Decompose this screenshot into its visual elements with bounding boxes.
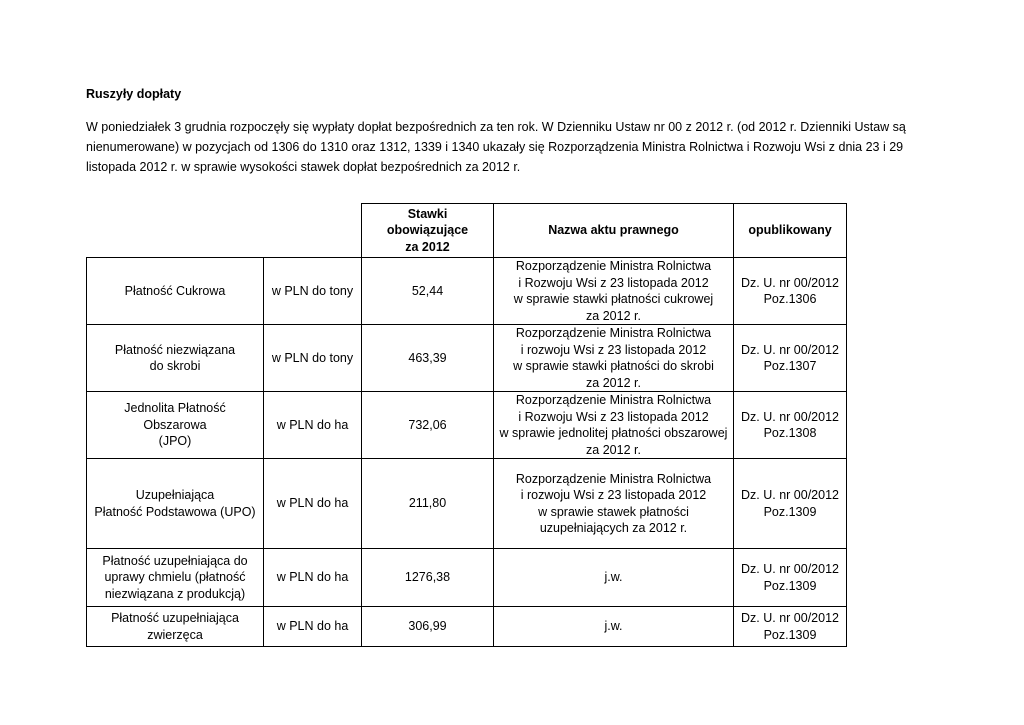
legal-act-cell-line: Rozporządzenie Ministra Rolnictwa <box>515 471 712 486</box>
published-cell-line: Poz.1308 <box>763 426 817 440</box>
published-cell-line: Dz. U. nr 00/2012 <box>741 488 839 502</box>
legal-act-cell <box>494 392 734 459</box>
payment-rates-table <box>86 203 847 647</box>
legal-act-cell-line: j.w. <box>604 619 623 634</box>
legal-act-cell-line: w sprawie stawki płatności cukrowej <box>513 292 714 306</box>
payment-name-cell <box>87 459 264 549</box>
payment-name-cell-line: Płatność Cukrowa <box>124 283 226 298</box>
header-rate <box>362 204 494 258</box>
legal-act-cell-line: w sprawie jednolitej płatności obszarowej <box>499 426 728 440</box>
published-cell-line: Dz. U. nr 00/2012 <box>741 342 839 357</box>
published-cell-line: Poz.1309 <box>763 504 817 519</box>
unit-cell: w PLN do tony <box>264 258 362 325</box>
published-cell-line: Dz. U. nr 00/2012 <box>741 409 839 424</box>
published-cell-line: Poz.1307 <box>763 359 817 373</box>
legal-act-cell <box>494 607 734 647</box>
payment-name-cell-line: (JPO) <box>158 434 192 449</box>
unit-cell: w PLN do ha <box>264 392 362 459</box>
rate-cell: 732,06 <box>362 392 494 459</box>
published-cell-line: Poz.1306 <box>763 292 817 306</box>
header-rate-line: Stawki obowiązujące <box>386 206 469 238</box>
legal-act-cell-line: za 2012 r. <box>586 442 641 457</box>
table-row <box>87 549 847 607</box>
payment-name-cell <box>87 549 264 607</box>
payment-name-cell <box>87 392 264 459</box>
header-act: Nazwa aktu prawnego <box>494 204 734 258</box>
published-cell-line: Dz. U. nr 00/2012 <box>741 562 839 576</box>
payment-name-cell-line: niezwiązana z produkcją) <box>104 586 246 601</box>
legal-act-cell-line: i rozwoju Wsi z 23 listopada 2012 <box>520 342 707 357</box>
table-row <box>87 392 847 459</box>
payment-name-cell <box>87 258 264 325</box>
unit-cell: w PLN do ha <box>264 549 362 607</box>
legal-act-cell-line: w sprawie stawki płatności do skrobi <box>513 359 714 373</box>
legal-act-cell-line: i rozwoju Wsi z 23 listopada 2012 <box>520 488 707 502</box>
published-cell-line: Dz. U. nr 00/2012 <box>741 611 839 625</box>
unit-cell: w PLN do tony <box>264 325 362 392</box>
legal-act-cell <box>494 459 734 549</box>
payment-name-cell-line: zwierzęca <box>147 627 203 642</box>
legal-act-cell <box>494 258 734 325</box>
payment-name-cell-line: Płatność niezwiązana <box>114 342 236 357</box>
unit-cell: w PLN do ha <box>264 607 362 647</box>
header-empty-cell <box>87 204 264 258</box>
payment-name-cell-line: Jednolita Płatność Obszarowa <box>124 401 226 432</box>
rate-cell: 211,80 <box>362 459 494 549</box>
table-row <box>87 325 847 392</box>
payment-name-cell <box>87 607 264 647</box>
payment-name-cell-line: Uzupełniająca <box>135 488 215 502</box>
table-row <box>87 258 847 325</box>
published-cell <box>734 392 847 459</box>
payment-name-cell-line: Płatność uzupełniająca <box>111 611 239 625</box>
document-title: Ruszyły dopłaty <box>86 87 182 101</box>
published-cell <box>734 607 847 647</box>
payment-name-cell-line: Płatność uzupełniająca do <box>102 553 248 568</box>
legal-act-cell-line: uzupełniających za 2012 r. <box>539 521 688 535</box>
legal-act-cell-line: za 2012 r. <box>586 308 641 323</box>
legal-act-cell-line: Rozporządzenie Ministra Rolnictwa <box>515 326 712 340</box>
legal-act-cell-line: Rozporządzenie Ministra Rolnictwa <box>515 393 712 407</box>
published-cell <box>734 459 847 549</box>
published-cell-line: Poz.1309 <box>763 627 817 642</box>
table-header-row <box>87 204 847 258</box>
rate-cell: 306,99 <box>362 607 494 647</box>
published-cell <box>734 258 847 325</box>
header-published: opublikowany <box>734 204 847 258</box>
header-rate-line: za 2012 <box>405 239 450 254</box>
published-cell <box>734 325 847 392</box>
payment-name-cell-line: do skrobi <box>149 359 201 373</box>
legal-act-cell-line: Rozporządzenie Ministra Rolnictwa <box>515 259 712 273</box>
table-row <box>87 459 847 549</box>
legal-act-cell-line: w sprawie stawek płatności <box>538 504 689 519</box>
legal-act-cell-line: i Rozwoju Wsi z 23 listopada 2012 <box>518 409 709 424</box>
published-cell-line: Poz.1309 <box>763 578 817 593</box>
intro-paragraph: W poniedziałek 3 grudnia rozpoczęły się wypłaty dopłat bezpośrednich za ten rok. W Dzienniku Ustaw nr 00 z 2012 r. (od 2012 r. Dzienniki Ustaw są nienumerowane) w pozycjach od 1306 do 1310 oraz 1312, 1339 i 1340 ukazały się Rozporządzenia Ministra Rolnictwa i Rozwoju Wsi z dnia 23 i 29 listopada 2012 r. w sprawie wysokości stawek dopłat bezpośrednich za 2012 r. <box>86 120 906 174</box>
payment-name-cell <box>87 325 264 392</box>
published-cell <box>734 549 847 607</box>
payment-name-cell-line: uprawy chmielu (płatność <box>104 570 246 585</box>
legal-act-cell-line: j.w. <box>604 570 623 585</box>
published-cell-line: Dz. U. nr 00/2012 <box>741 275 839 290</box>
table-row <box>87 607 847 647</box>
unit-cell: w PLN do ha <box>264 459 362 549</box>
rate-cell: 463,39 <box>362 325 494 392</box>
rate-cell: 52,44 <box>362 258 494 325</box>
legal-act-cell <box>494 325 734 392</box>
legal-act-cell-line: za 2012 r. <box>586 375 641 390</box>
legal-act-cell <box>494 549 734 607</box>
rate-cell: 1276,38 <box>362 549 494 607</box>
header-empty-cell <box>264 204 362 258</box>
payment-name-cell-line: Płatność Podstawowa (UPO) <box>94 504 256 519</box>
legal-act-cell-line: i Rozwoju Wsi z 23 listopada 2012 <box>518 275 709 290</box>
